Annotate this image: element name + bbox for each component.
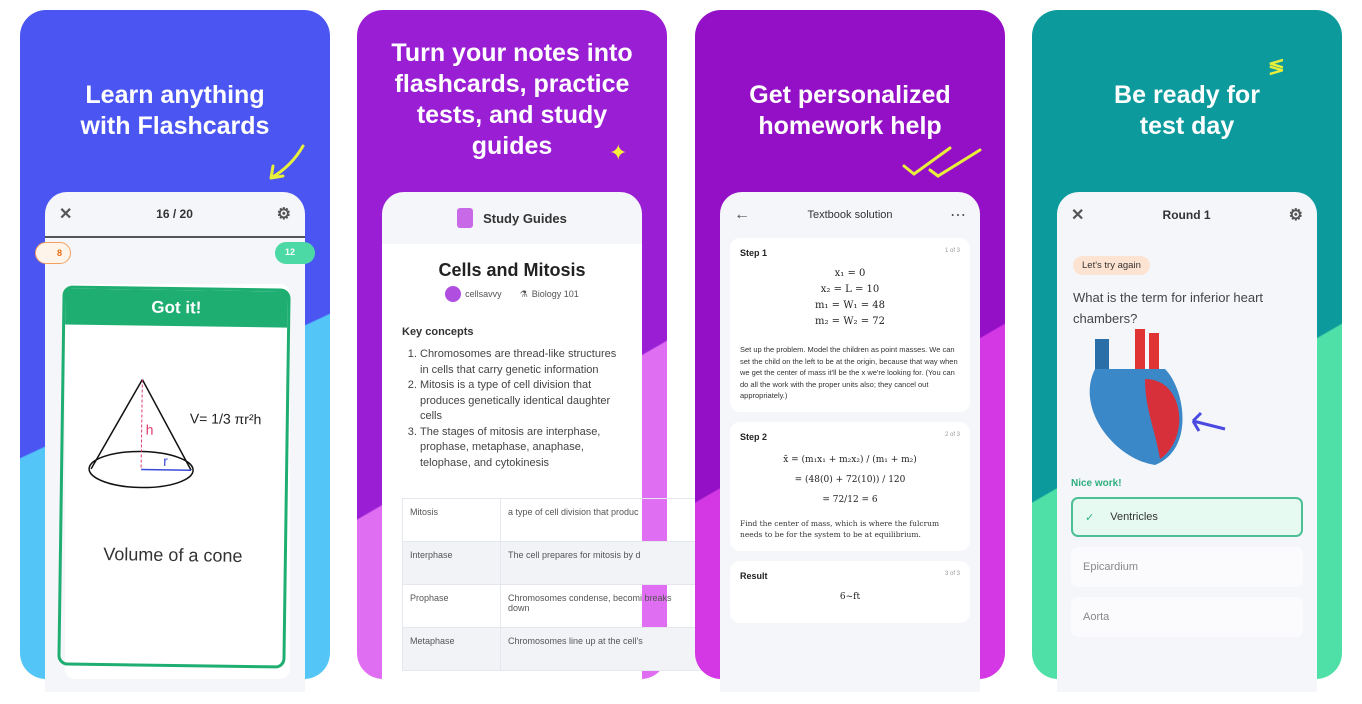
phone-screen bbox=[45, 192, 305, 692]
back-arrow-icon[interactable]: ← bbox=[734, 206, 750, 223]
answer-option[interactable]: Epicardium bbox=[1071, 547, 1303, 587]
step-card: Step 1 1 of 3 x₁ = 0 x₂ = L = 10 m₁ = W₁ = 48 m₂ = W₂ = 72 Set up the problem. Model the children as point masses. We can set the child on the left to be at the origin, because that way when we get the center of mass it'll be the x we're looking for. (You can do all the work with the proper units also; they cancel out appropriately.) bbox=[730, 238, 970, 412]
heart-illustration bbox=[1075, 329, 1235, 469]
topbar-title: Study Guides bbox=[483, 210, 567, 226]
table-row: Interphase The cell prepares for mitosis by d bbox=[403, 542, 702, 585]
headline: Learn anything with Flashcards bbox=[80, 81, 270, 140]
result-card: Result 3 of 3 6~ft bbox=[730, 561, 970, 623]
table-row: Mitosis a type of cell division that produc bbox=[403, 499, 702, 542]
answer-option[interactable]: Aorta bbox=[1071, 597, 1303, 637]
topbar-title: Round 1 bbox=[1162, 208, 1211, 222]
card-progress: 16 / 20 bbox=[156, 207, 193, 221]
author[interactable]: cellsavvy bbox=[465, 289, 502, 299]
more-icon[interactable]: ⋯ bbox=[950, 207, 966, 224]
homework-help-panel bbox=[695, 10, 1005, 679]
retry-badge: Let's try again bbox=[1073, 256, 1150, 275]
headline: Be ready for test day bbox=[1114, 81, 1260, 140]
course[interactable]: Biology 101 bbox=[531, 289, 579, 299]
avatar bbox=[445, 286, 461, 302]
concept-item: 2. Mitosis is a type of cell division that produces genetically identical daughter cells bbox=[420, 378, 622, 425]
course-icon: ⚗ bbox=[519, 288, 528, 299]
arrow-doodle-icon bbox=[265, 140, 310, 185]
still-learning-count: 8 bbox=[35, 242, 71, 264]
feedback: Nice work! bbox=[1071, 478, 1122, 489]
terms-table bbox=[402, 498, 702, 671]
flashcard[interactable] bbox=[65, 284, 290, 679]
close-icon[interactable]: ✕ bbox=[1071, 207, 1085, 224]
step-card: Step 2 2 of 3 x̄ = (m₁x₁ + m₂x₂) / (m₁ + m₂) = (48(0) + 72(10)) / 120 = 72/12 = 6 Find the center of mass, which is where the fulcrum needs to be for the system to be at equilibrium. bbox=[730, 422, 970, 551]
close-icon[interactable]: ✕ bbox=[59, 206, 73, 223]
table-row: Prophase Chromosomes condense, becomi breaks down bbox=[403, 585, 702, 628]
headline: Turn your notes into flashcards, practice tests, and study guides bbox=[391, 39, 633, 160]
checkmark-doodle-icon bbox=[900, 140, 985, 180]
sparkle-icon: ✦ bbox=[609, 140, 628, 165]
phone-screen bbox=[720, 192, 980, 692]
concept-item: 1. Chromosomes are thread-like structures in cells that carry genetic information bbox=[420, 347, 622, 378]
study-guides-panel bbox=[357, 10, 672, 679]
section-heading: Key concepts bbox=[402, 326, 474, 338]
answer-option-correct[interactable]: ✓ Ventricles bbox=[1071, 497, 1303, 537]
got-it-banner: Got it! bbox=[65, 288, 287, 327]
volume-formula: V= 1/3 πr²h bbox=[189, 410, 262, 428]
know-count: 12 bbox=[275, 242, 315, 264]
topbar-title: Textbook solution bbox=[807, 209, 893, 221]
svg-text:h: h bbox=[145, 421, 154, 438]
question: What is the term for inferior heart chambers? bbox=[1073, 290, 1264, 326]
sparkle-doodle-icon: ≶ bbox=[1268, 56, 1285, 78]
svg-text:r: r bbox=[163, 452, 169, 469]
check-icon: ✓ bbox=[1085, 511, 1095, 524]
table-row: Metaphase Chromosomes line up at the cell's bbox=[403, 628, 702, 671]
gear-icon[interactable]: ⚙ bbox=[276, 206, 291, 223]
flashcards-panel bbox=[20, 10, 330, 679]
card-term: Volume of a cone bbox=[103, 544, 243, 566]
cone-diagram bbox=[83, 369, 205, 511]
phone-screen bbox=[382, 192, 672, 692]
test-prep-panel bbox=[1032, 10, 1342, 679]
concepts-list bbox=[402, 347, 622, 471]
gear-icon[interactable]: ⚙ bbox=[1288, 207, 1303, 224]
headline: Get personalized homework help bbox=[749, 81, 951, 140]
concept-item: 3. The stages of mitosis are interphase, prophase, metaphase, anaphase, telophase, and cytokinesis bbox=[420, 425, 622, 472]
study-guide-icon bbox=[457, 208, 473, 228]
phone-screen bbox=[1057, 192, 1317, 692]
guide-title: Cells and Mitosis bbox=[438, 260, 586, 280]
